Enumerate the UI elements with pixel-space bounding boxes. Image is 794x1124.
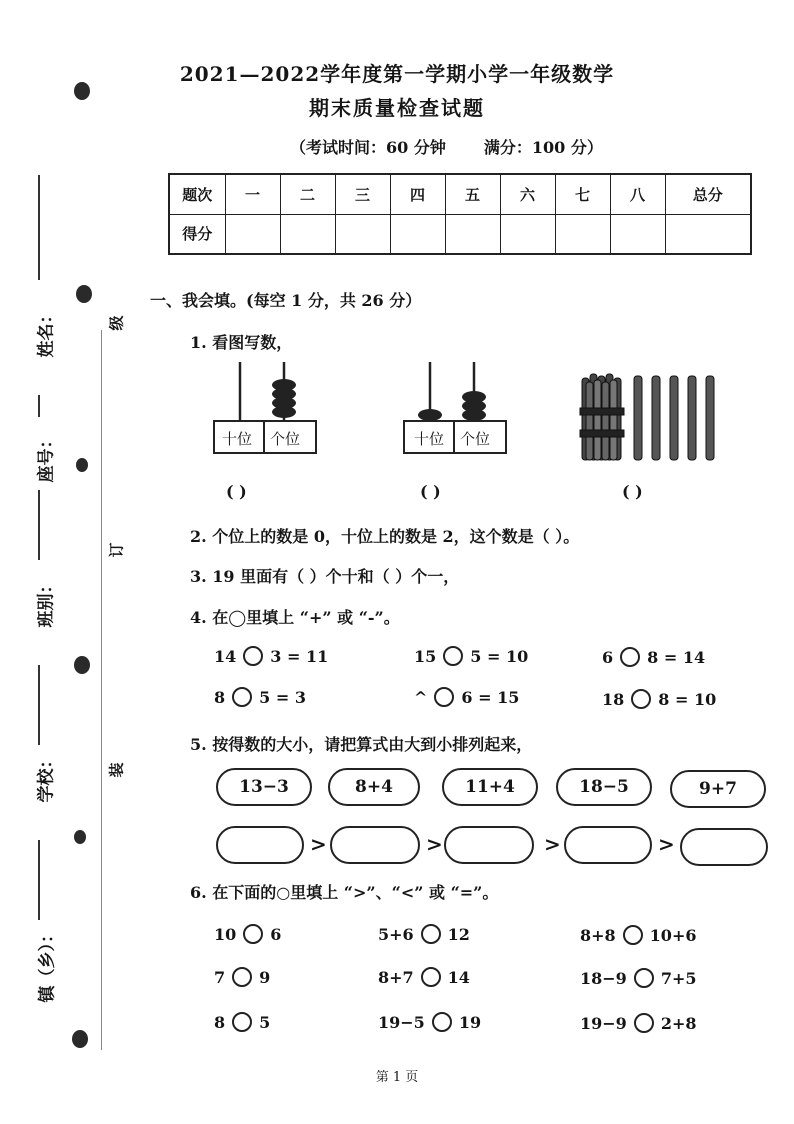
q4-item bbox=[602, 647, 705, 667]
question-5: 5. 按得数的大小，请把算式由大到小排列起来， bbox=[190, 735, 533, 754]
q4-right: 5 = 3 bbox=[259, 687, 306, 707]
greater-than-sign: > bbox=[658, 832, 675, 856]
answer-circle[interactable] bbox=[634, 1013, 654, 1033]
abacus-2-ones-label: 个位 bbox=[460, 430, 491, 448]
q6-item bbox=[214, 924, 281, 944]
q4-left: 14 bbox=[214, 646, 237, 666]
score-cell[interactable] bbox=[335, 214, 390, 254]
expression-card: 18−5 bbox=[556, 768, 652, 806]
side-rule-class bbox=[38, 490, 40, 560]
q6-item bbox=[580, 925, 696, 945]
tens-bead bbox=[418, 409, 442, 421]
single-sticks bbox=[634, 376, 714, 460]
expression-card: 9+7 bbox=[670, 770, 766, 808]
page-number: 第 1 页 bbox=[375, 1070, 419, 1085]
q6-left: 7 bbox=[214, 967, 226, 987]
exam-full-score: 满分：100 分） bbox=[483, 138, 603, 157]
q6-item bbox=[580, 1013, 696, 1033]
answer-circle[interactable] bbox=[623, 925, 643, 945]
score-table-row-label: 得分 bbox=[169, 214, 225, 254]
q6-left: 8 bbox=[214, 1012, 226, 1032]
answer-circle[interactable] bbox=[432, 1012, 452, 1032]
abacus-1-ones-label: 个位 bbox=[270, 430, 301, 448]
q4-item bbox=[414, 687, 519, 707]
q6-left: 10 bbox=[214, 924, 237, 944]
exam-time: （考试时间：60 分钟 bbox=[290, 138, 446, 157]
exam-info bbox=[290, 135, 603, 158]
binding-mark-ji: 级 bbox=[107, 315, 126, 331]
q6-right: 19 bbox=[458, 1012, 482, 1032]
score-table-col: 二 bbox=[280, 174, 335, 214]
q6-right: 7+5 bbox=[660, 968, 697, 988]
side-rule-name bbox=[38, 175, 40, 280]
q4-right: 3 = 11 bbox=[270, 646, 329, 666]
answer-blank-1b[interactable]: ( ) bbox=[420, 482, 441, 501]
q6-left: 8+7 bbox=[378, 967, 414, 987]
q6-right: 14 bbox=[447, 967, 470, 987]
q4-item bbox=[214, 687, 306, 707]
answer-circle[interactable] bbox=[434, 687, 454, 707]
answer-circle[interactable] bbox=[620, 647, 640, 667]
q6-item bbox=[378, 967, 470, 987]
score-table-col: 四 bbox=[390, 174, 445, 214]
greater-than-sign: > bbox=[426, 832, 443, 856]
answer-slot[interactable] bbox=[444, 826, 534, 864]
answer-circle[interactable] bbox=[421, 967, 441, 987]
question-1: 1. 看图写数， bbox=[190, 333, 293, 352]
answer-slot[interactable] bbox=[216, 826, 304, 864]
q4-left: 6 bbox=[602, 647, 614, 667]
q6-right: 10+6 bbox=[649, 925, 697, 945]
section-heading: 一、我会填。(每空 1 分，共 26 分） bbox=[150, 291, 422, 310]
binding-hole bbox=[74, 656, 90, 674]
stick-bundle bbox=[580, 374, 624, 460]
binding-mark-zhuang: 装 bbox=[107, 762, 126, 778]
question-6: 6. 在下面的○里填上 “>”、“<” 或 “=”。 bbox=[190, 883, 499, 902]
answer-circle[interactable] bbox=[243, 924, 263, 944]
side-rule-town bbox=[38, 840, 40, 920]
q4-left: ^ bbox=[414, 687, 428, 707]
q6-left: 18−9 bbox=[580, 968, 627, 988]
question-2: 2. 个位上的数是 0，十位上的数是 2，这个数是（ ）。 bbox=[190, 527, 580, 546]
score-table-header-row bbox=[169, 174, 751, 214]
answer-blank-1a[interactable]: ( ) bbox=[226, 482, 247, 501]
greater-than-sign: > bbox=[310, 832, 327, 856]
counting-sticks-figure bbox=[578, 368, 718, 463]
score-cell[interactable] bbox=[555, 214, 610, 254]
abacus-2-tens-label: 十位 bbox=[414, 430, 445, 448]
q4-right: 5 = 10 bbox=[470, 646, 529, 666]
abacus-1-tens-label: 十位 bbox=[222, 430, 253, 448]
q6-right: 6 bbox=[270, 924, 282, 944]
q6-right: 12 bbox=[447, 924, 470, 944]
greater-than-sign: > bbox=[544, 832, 561, 856]
q6-item bbox=[214, 1012, 270, 1032]
q4-right: 8 = 14 bbox=[647, 647, 706, 667]
answer-slot[interactable] bbox=[330, 826, 420, 864]
q4-item bbox=[414, 646, 528, 666]
score-table-score-row bbox=[169, 214, 751, 254]
expression-card: 8+4 bbox=[328, 768, 420, 806]
binding-hole bbox=[76, 285, 92, 303]
binding-hole bbox=[72, 1030, 88, 1048]
answer-circle[interactable] bbox=[232, 1012, 252, 1032]
side-label-name: 姓名： bbox=[36, 306, 57, 358]
score-table-col: 六 bbox=[500, 174, 555, 214]
ones-bead bbox=[462, 409, 486, 421]
binding-line bbox=[101, 330, 102, 1050]
expression-card: 13−3 bbox=[216, 768, 312, 806]
answer-slot[interactable] bbox=[564, 826, 652, 864]
exam-subtitle: 期末质量检查试题 bbox=[309, 96, 485, 120]
q4-left: 8 bbox=[214, 687, 226, 707]
binding-hole bbox=[76, 458, 88, 472]
answer-circle[interactable] bbox=[232, 687, 252, 707]
answer-circle[interactable] bbox=[443, 646, 463, 666]
side-label-class: 班别： bbox=[36, 576, 57, 628]
score-cell[interactable] bbox=[445, 214, 500, 254]
q6-item bbox=[378, 1012, 481, 1032]
side-rule-school bbox=[38, 665, 40, 745]
ones-bead bbox=[272, 379, 296, 391]
side-label-seat: 座号： bbox=[36, 431, 57, 483]
q4-left: 18 bbox=[602, 689, 625, 709]
score-cell[interactable] bbox=[665, 214, 751, 254]
score-table-col: 七 bbox=[555, 174, 610, 214]
q6-left: 19−9 bbox=[580, 1013, 627, 1033]
question-3: 3. 19 里面有（ ）个十和（ ）个一， bbox=[190, 567, 460, 586]
binding-mark-ding: 订 bbox=[107, 542, 126, 558]
side-label-school: 学校： bbox=[36, 751, 57, 803]
score-table-col: 八 bbox=[610, 174, 665, 214]
q6-item bbox=[214, 967, 270, 987]
q6-item bbox=[580, 968, 696, 988]
side-label-town: 镇（乡）： bbox=[37, 926, 58, 1003]
q4-right: 8 = 10 bbox=[658, 689, 717, 709]
answer-circle[interactable] bbox=[232, 967, 252, 987]
answer-slot[interactable] bbox=[680, 828, 768, 866]
answer-circle[interactable] bbox=[243, 646, 263, 666]
binding-hole bbox=[74, 830, 86, 844]
score-cell[interactable] bbox=[390, 214, 445, 254]
side-rule-seat bbox=[38, 395, 40, 417]
q6-left: 5+6 bbox=[378, 924, 414, 944]
expression-card: 11+4 bbox=[442, 768, 538, 806]
score-table-row-label: 题次 bbox=[169, 174, 225, 214]
score-table-col: 一 bbox=[225, 174, 280, 214]
score-table-col: 总分 bbox=[665, 174, 751, 214]
q6-right: 2+8 bbox=[660, 1013, 697, 1033]
score-cell[interactable] bbox=[500, 214, 555, 254]
exam-title: 2021—2022学年度第一学期小学一年级数学 bbox=[179, 62, 615, 86]
answer-circle[interactable] bbox=[634, 968, 654, 988]
q4-item bbox=[214, 646, 328, 666]
q6-right: 9 bbox=[259, 967, 271, 987]
score-table-col: 五 bbox=[445, 174, 500, 214]
q4-right: 6 = 15 bbox=[461, 687, 520, 707]
score-table-col: 三 bbox=[335, 174, 390, 214]
answer-circle[interactable] bbox=[421, 924, 441, 944]
q6-left: 19−5 bbox=[378, 1012, 425, 1032]
q4-left: 15 bbox=[414, 646, 437, 666]
question-4: 4. 在◯里填上 “+” 或 “-”。 bbox=[190, 608, 400, 627]
q4-item bbox=[602, 689, 716, 709]
q6-right: 5 bbox=[259, 1012, 271, 1032]
ones-bead bbox=[272, 406, 296, 418]
q6-item bbox=[378, 924, 470, 944]
score-table bbox=[168, 173, 752, 255]
answer-circle[interactable] bbox=[631, 689, 651, 709]
score-cell[interactable] bbox=[280, 214, 335, 254]
score-cell[interactable] bbox=[610, 214, 665, 254]
score-cell[interactable] bbox=[225, 214, 280, 254]
answer-blank-1c[interactable]: ( ) bbox=[622, 482, 643, 501]
q6-left: 8+8 bbox=[580, 925, 616, 945]
